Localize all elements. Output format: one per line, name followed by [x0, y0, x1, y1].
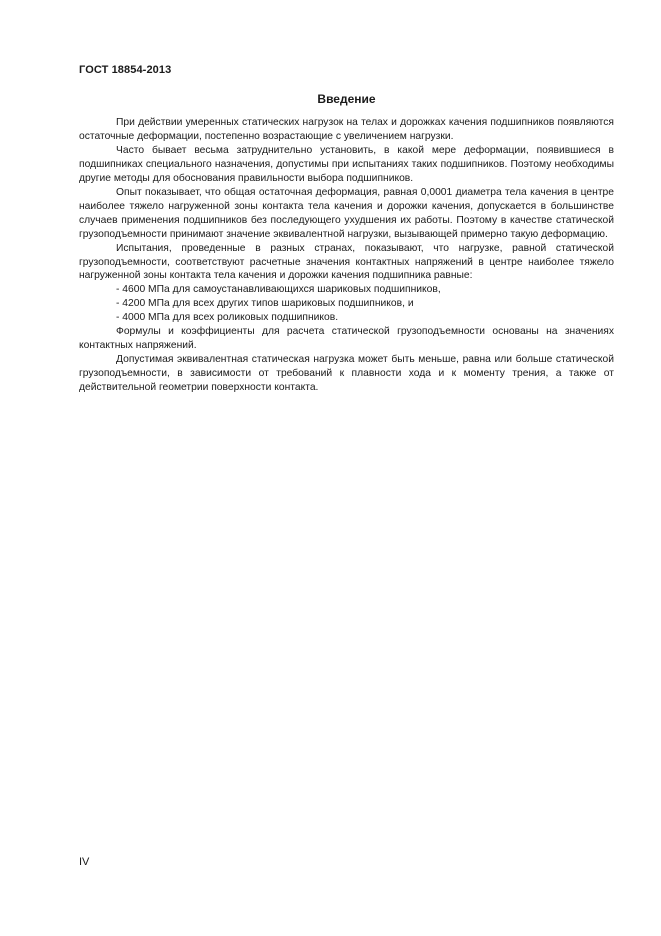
- section-body: [79, 116, 614, 395]
- paragraph: Допустимая эквивалентная статическая нагрузка может быть меньше, равна или больше статической грузоподъемности, в зависимости от требований к плавности хода и к моменту трения, а также от действительной геометрии поверхности контакта.: [79, 354, 614, 394]
- list-item: - 4200 МПа для всех других типов шариковых подшипников, и: [116, 298, 414, 310]
- section-title: Введение: [317, 92, 376, 106]
- list-item: - 4000 МПа для всех роликовых подшипников.: [116, 312, 339, 324]
- page-number: IV: [79, 856, 90, 868]
- list-item: - 4600 МПа для самоустанавливающихся шариковых подшипников,: [116, 284, 441, 296]
- paragraph: Формулы и коэффициенты для расчета статической грузоподъемности основаны на значениях контактных напряжений.: [79, 326, 614, 352]
- document-standard-id: ГОСТ 18854-2013: [79, 64, 172, 76]
- paragraph: Опыт показывает, что общая остаточная деформация, равная 0,0001 диаметра тела качения в центре наиболее тяжело нагруженной зоны контакта тела качения и дорожки качения, допускается в большинстве случаев применения подшипников без последующего ухудшения их работы. Поэтому в качестве статической грузоподъемности принимают значение эквивалентной нагрузки, вызывающей примерно такую деформацию.: [79, 186, 614, 240]
- paragraph: Часто бывает весьма затруднительно установить, в какой мере деформации, появившиеся в подшипниках специального назначения, допустимы при испытаниях таких подшипников. Поэтому необходимы другие методы для обоснования правильности выбора подшипников.: [79, 144, 614, 184]
- paragraph: Испытания, проведенные в разных странах, показывают, что нагрузке, равной статической грузоподъемности, соответствуют расчетные значения контактных напряжений в центре наиболее тяжело нагруженной зоны контакта тела качения и дорожки качения подшипника равные:: [79, 242, 614, 282]
- paragraph: При действии умеренных статических нагрузок на телах и дорожках качения подшипников появляются остаточные деформации, постепенно возрастающие с увеличением нагрузки.: [79, 117, 614, 142]
